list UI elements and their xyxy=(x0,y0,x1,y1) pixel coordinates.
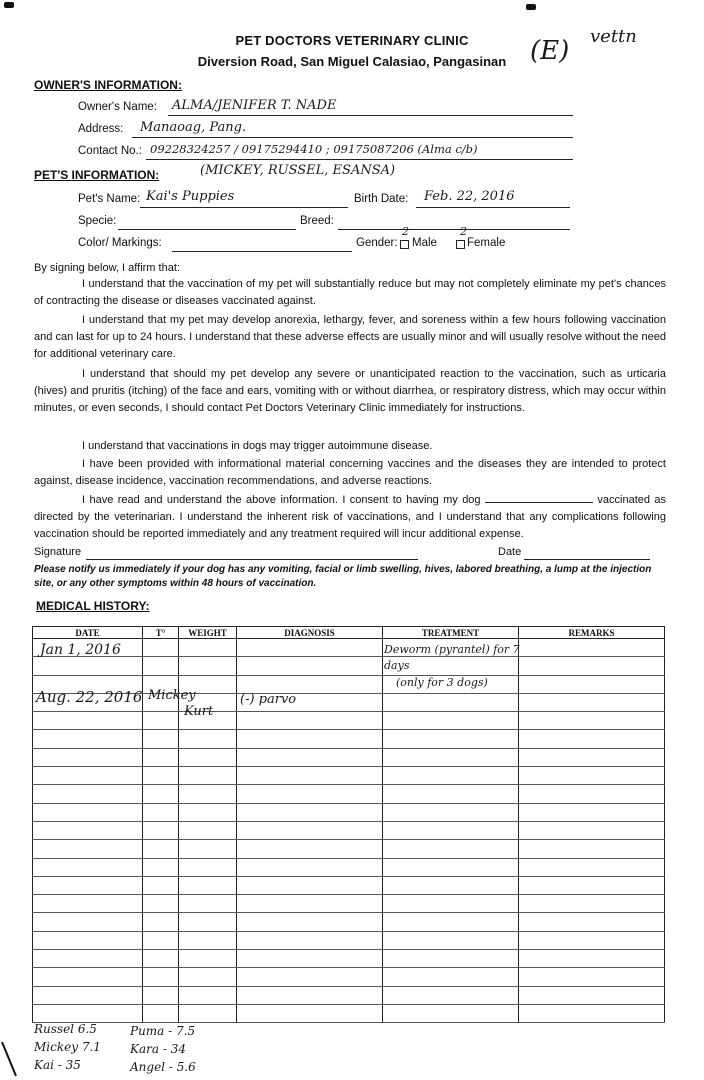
table-header-row xyxy=(33,627,665,639)
ink-blot xyxy=(526,4,536,10)
table-cell[interactable] xyxy=(519,767,665,785)
table-cell[interactable] xyxy=(383,876,519,894)
table-cell[interactable] xyxy=(519,986,665,1004)
footer-note: Angel - 5.6 xyxy=(130,1060,196,1074)
ink-blot xyxy=(4,2,14,8)
consent-paragraph-6b: vaccinated as directed by the veterinarian. I understand the inherent risk of vaccinations, and I understand that any complications following vaccination should be reported immediately and any treatment required will incur additional expense. xyxy=(34,494,667,540)
corner-note: vettn xyxy=(590,26,637,47)
table-row xyxy=(33,657,665,675)
table-cell[interactable] xyxy=(519,712,665,730)
birth-date-label: Birth Date: xyxy=(354,193,409,205)
table-cell[interactable] xyxy=(143,803,179,821)
table-cell[interactable] xyxy=(237,730,383,748)
contact-label: Contact No.: xyxy=(78,145,142,157)
male-checkbox[interactable] xyxy=(400,240,409,249)
table-cell[interactable] xyxy=(237,748,383,766)
entry-1-treatment: Deworm (pyrantel) for 7 days xyxy=(384,643,520,672)
gender-label: Gender: xyxy=(356,237,398,249)
date-line[interactable] xyxy=(524,559,650,560)
table-cell[interactable] xyxy=(519,950,665,968)
table-cell[interactable] xyxy=(519,639,665,657)
male-label: Male xyxy=(412,237,437,249)
table-cell[interactable] xyxy=(143,730,179,748)
entry-2-date: Aug. 22, 2016 xyxy=(36,688,143,706)
table-cell[interactable] xyxy=(383,968,519,986)
col-temp: T° xyxy=(143,627,179,639)
table-cell[interactable] xyxy=(33,876,143,894)
table-cell[interactable] xyxy=(237,986,383,1004)
pet-section-title: PET'S INFORMATION: xyxy=(34,168,160,182)
table-row xyxy=(33,730,665,748)
table-cell[interactable] xyxy=(237,639,383,657)
table-cell[interactable] xyxy=(383,821,519,839)
table-cell[interactable] xyxy=(237,657,383,675)
consent-paragraph-2: I understand that my pet may develop anorexia, lethargy, fever, and soreness within a few hours following vaccination and can last for up to 24 hours. I understand that these adverse effects are usually minor and will usually resolve without the need for additional veterinary care. xyxy=(34,314,666,360)
table-cell[interactable] xyxy=(519,840,665,858)
table-cell[interactable] xyxy=(519,1004,665,1022)
specie-line xyxy=(118,229,296,230)
table-cell[interactable] xyxy=(143,876,179,894)
table-cell[interactable] xyxy=(519,748,665,766)
footer-note: Russel 6.5 xyxy=(34,1022,97,1036)
table-cell[interactable] xyxy=(179,821,237,839)
consent-paragraph-1: I understand that the vaccination of my pet will substantially reduce but may not completely eliminate my pet's chances of contracting the disease or diseases vaccinated against. xyxy=(34,278,666,307)
table-cell[interactable] xyxy=(237,895,383,913)
pet-name-line xyxy=(140,207,348,208)
table-row xyxy=(33,858,665,876)
consent-paragraph-4: I understand that vaccinations in dogs may trigger autoimmune disease. xyxy=(82,440,433,452)
table-cell[interactable] xyxy=(237,712,383,730)
owner-name-line xyxy=(168,115,573,116)
medical-history-table xyxy=(32,626,665,1023)
table-cell[interactable] xyxy=(519,730,665,748)
corner-mark: (E) xyxy=(530,36,570,66)
table-cell[interactable] xyxy=(179,876,237,894)
col-remarks: REMARKS xyxy=(519,627,665,639)
table-row xyxy=(33,840,665,858)
table-cell[interactable] xyxy=(383,1004,519,1022)
dog-name-blank[interactable] xyxy=(485,492,593,503)
table-cell[interactable] xyxy=(33,950,143,968)
table-cell[interactable] xyxy=(143,785,179,803)
table-cell[interactable] xyxy=(33,730,143,748)
table-cell[interactable] xyxy=(143,657,179,675)
table-cell[interactable] xyxy=(383,858,519,876)
table-cell[interactable] xyxy=(143,821,179,839)
table-cell[interactable] xyxy=(179,748,237,766)
entry-2-diagnosis: (-) parvo xyxy=(240,692,297,707)
table-cell[interactable] xyxy=(143,840,179,858)
table-cell[interactable] xyxy=(519,657,665,675)
female-checkbox[interactable] xyxy=(456,240,465,249)
table-cell[interactable] xyxy=(519,821,665,839)
table-cell[interactable] xyxy=(143,895,179,913)
table-row xyxy=(33,1004,665,1022)
clinic-address: Diversion Road, San Miguel Calasiao, Pangasinan xyxy=(197,54,507,69)
breed-line xyxy=(338,229,570,230)
pet-name-label: Pet's Name: xyxy=(78,193,141,205)
col-diagnosis: DIAGNOSIS xyxy=(237,627,383,639)
table-cell[interactable] xyxy=(143,639,179,657)
table-cell[interactable] xyxy=(383,913,519,931)
table-cell[interactable] xyxy=(237,968,383,986)
footer-notes-col1 xyxy=(34,1020,101,1074)
medical-section-title: MEDICAL HISTORY: xyxy=(36,599,150,613)
notice-text: Please notify us immediately if your dog has any vomiting, facial or limb swelling, hives, labored breathing, a lump at the injection site, or any other symptoms within 48 hours of vaccination. xyxy=(34,564,652,589)
table-row xyxy=(33,968,665,986)
table-cell[interactable] xyxy=(179,950,237,968)
consent-paragraph-3: I understand that should my pet develop any severe or unanticipated reaction to the vaccination, such as urticaria (hives) and pruritis (itching) of the face and ears, vomiting with or without diarrhea, or respiratory distress, which may occur within minutes, or even seconds, I should contact Pet Doctors Veterinary Clinic immediately for instructions. xyxy=(34,368,666,414)
table-row xyxy=(33,895,665,913)
contact-value: 09228324257 / 09175294410 ; 09175087206 (Alma c/b) xyxy=(150,142,478,156)
table-cell[interactable] xyxy=(179,931,237,949)
table-cell[interactable] xyxy=(179,639,237,657)
table-cell[interactable] xyxy=(179,968,237,986)
female-label: Female xyxy=(467,237,506,249)
footer-note: Kara - 34 xyxy=(130,1042,186,1056)
contact-line xyxy=(146,159,573,160)
table-cell[interactable] xyxy=(143,767,179,785)
clinic-name: PET DOCTORS VETERINARY CLINIC xyxy=(235,33,469,48)
table-cell[interactable] xyxy=(179,785,237,803)
entry-2-weight: Kurt xyxy=(184,704,214,719)
table-cell[interactable] xyxy=(383,803,519,821)
breed-label: Breed: xyxy=(300,215,334,227)
table-cell[interactable] xyxy=(179,895,237,913)
table-row xyxy=(33,712,665,730)
table-cell[interactable] xyxy=(179,913,237,931)
table-cell[interactable] xyxy=(33,803,143,821)
table-cell[interactable] xyxy=(143,968,179,986)
pet-section-note: (MICKEY, RUSSEL, ESANSA) xyxy=(200,163,396,178)
footer-note: Kai - 35 xyxy=(34,1058,81,1072)
entry-1-treatment-note: (only for 3 dogs) xyxy=(396,676,488,689)
table-cell[interactable] xyxy=(179,767,237,785)
table-cell[interactable] xyxy=(519,876,665,894)
address-label: Address: xyxy=(78,123,124,135)
table-cell[interactable] xyxy=(519,675,665,693)
table-cell[interactable] xyxy=(33,712,143,730)
table-cell[interactable] xyxy=(519,968,665,986)
table-cell[interactable] xyxy=(237,675,383,693)
table-cell[interactable] xyxy=(179,840,237,858)
table-row xyxy=(33,931,665,949)
table-cell[interactable] xyxy=(33,657,143,675)
consent-paragraph-6 xyxy=(34,492,666,543)
table-cell[interactable] xyxy=(237,767,383,785)
col-date: DATE xyxy=(33,627,143,639)
entry-1-date: Jan 1, 2016 xyxy=(40,642,121,658)
footer-note: Mickey 7.1 xyxy=(34,1040,101,1054)
table-cell[interactable] xyxy=(143,931,179,949)
table-cell[interactable] xyxy=(383,840,519,858)
specie-label: Specie: xyxy=(78,215,117,227)
table-row xyxy=(33,639,665,657)
table-cell[interactable] xyxy=(383,712,519,730)
owner-section-title: OWNER'S INFORMATION: xyxy=(34,78,182,92)
table-cell[interactable] xyxy=(179,657,237,675)
owner-name-label: Owner's Name: xyxy=(78,101,157,113)
table-cell[interactable] xyxy=(179,986,237,1004)
birth-date-line xyxy=(416,207,570,208)
date-label: Date xyxy=(498,546,522,558)
table-row xyxy=(33,876,665,894)
table-cell[interactable] xyxy=(383,730,519,748)
col-weight: WEIGHT xyxy=(179,627,237,639)
table-cell[interactable] xyxy=(519,931,665,949)
male-count: 2 xyxy=(402,225,409,238)
table-row xyxy=(33,803,665,821)
table-cell[interactable] xyxy=(237,840,383,858)
signature-line[interactable] xyxy=(86,559,418,560)
table-cell[interactable] xyxy=(143,913,179,931)
table-cell[interactable] xyxy=(179,730,237,748)
table-cell[interactable] xyxy=(519,858,665,876)
table-cell[interactable] xyxy=(237,931,383,949)
pet-name-value: Kai's Puppies xyxy=(146,189,235,204)
birth-date-value: Feb. 22, 2016 xyxy=(424,189,515,204)
table-cell[interactable] xyxy=(143,858,179,876)
table-cell[interactable] xyxy=(143,950,179,968)
footer-notes-col2 xyxy=(130,1022,196,1076)
table-cell[interactable] xyxy=(383,767,519,785)
table-cell[interactable] xyxy=(33,913,143,931)
consent-paragraph-6a: I have read and understand the above information. I consent to having my dog xyxy=(82,494,481,506)
table-cell[interactable] xyxy=(33,968,143,986)
consent-paragraph-5: I have been provided with informational material concerning vaccines and the diseases they are intended to protect against, disease incidence, vaccination recommendations, and adverse reactions. xyxy=(34,458,666,487)
table-cell[interactable] xyxy=(33,821,143,839)
table-row xyxy=(33,767,665,785)
table-cell[interactable] xyxy=(33,931,143,949)
table-cell[interactable] xyxy=(383,931,519,949)
table-cell[interactable] xyxy=(33,785,143,803)
table-cell[interactable] xyxy=(143,1004,179,1022)
table-cell[interactable] xyxy=(143,748,179,766)
table-row xyxy=(33,950,665,968)
col-treatment: TREATMENT xyxy=(383,627,519,639)
table-cell[interactable] xyxy=(519,785,665,803)
table-cell[interactable] xyxy=(237,821,383,839)
address-line xyxy=(132,137,573,138)
table-cell[interactable] xyxy=(237,785,383,803)
table-cell[interactable] xyxy=(33,767,143,785)
table-cell[interactable] xyxy=(519,913,665,931)
table-cell[interactable] xyxy=(237,876,383,894)
signature-label: Signature xyxy=(34,546,82,558)
address-value: Manaoag, Pang. xyxy=(140,120,247,135)
table-cell[interactable] xyxy=(237,950,383,968)
table-row xyxy=(33,986,665,1004)
table-cell[interactable] xyxy=(383,895,519,913)
table-cell[interactable] xyxy=(383,785,519,803)
table-cell[interactable] xyxy=(33,858,143,876)
margin-stroke xyxy=(0,1040,20,1080)
table-cell[interactable] xyxy=(143,712,179,730)
table-cell[interactable] xyxy=(237,913,383,931)
table-cell[interactable] xyxy=(179,803,237,821)
table-cell[interactable] xyxy=(519,803,665,821)
table-row xyxy=(33,913,665,931)
table-cell[interactable] xyxy=(143,986,179,1004)
footer-note: Puma - 7.5 xyxy=(130,1024,196,1038)
table-cell[interactable] xyxy=(33,895,143,913)
table-cell[interactable] xyxy=(237,858,383,876)
color-label: Color/ Markings: xyxy=(78,237,162,249)
owner-name-value: ALMA/JENIFER T. NADE xyxy=(172,98,337,113)
female-count: 2 xyxy=(460,225,467,238)
table-row xyxy=(33,748,665,766)
color-line xyxy=(172,251,352,252)
table-row xyxy=(33,821,665,839)
table-cell[interactable] xyxy=(33,986,143,1004)
table-cell[interactable] xyxy=(179,1004,237,1022)
table-cell[interactable] xyxy=(237,803,383,821)
table-cell[interactable] xyxy=(33,840,143,858)
table-cell[interactable] xyxy=(33,748,143,766)
table-cell[interactable] xyxy=(519,895,665,913)
table-cell[interactable] xyxy=(237,1004,383,1022)
table-cell[interactable] xyxy=(179,858,237,876)
table-row xyxy=(33,785,665,803)
table-cell[interactable] xyxy=(383,950,519,968)
table-cell[interactable] xyxy=(519,693,665,711)
consent-intro: By signing below, I affirm that: xyxy=(34,262,180,274)
entry-2-temp: Mickey xyxy=(148,688,196,703)
table-cell[interactable] xyxy=(383,986,519,1004)
table-cell[interactable] xyxy=(383,693,519,711)
table-cell[interactable] xyxy=(383,748,519,766)
